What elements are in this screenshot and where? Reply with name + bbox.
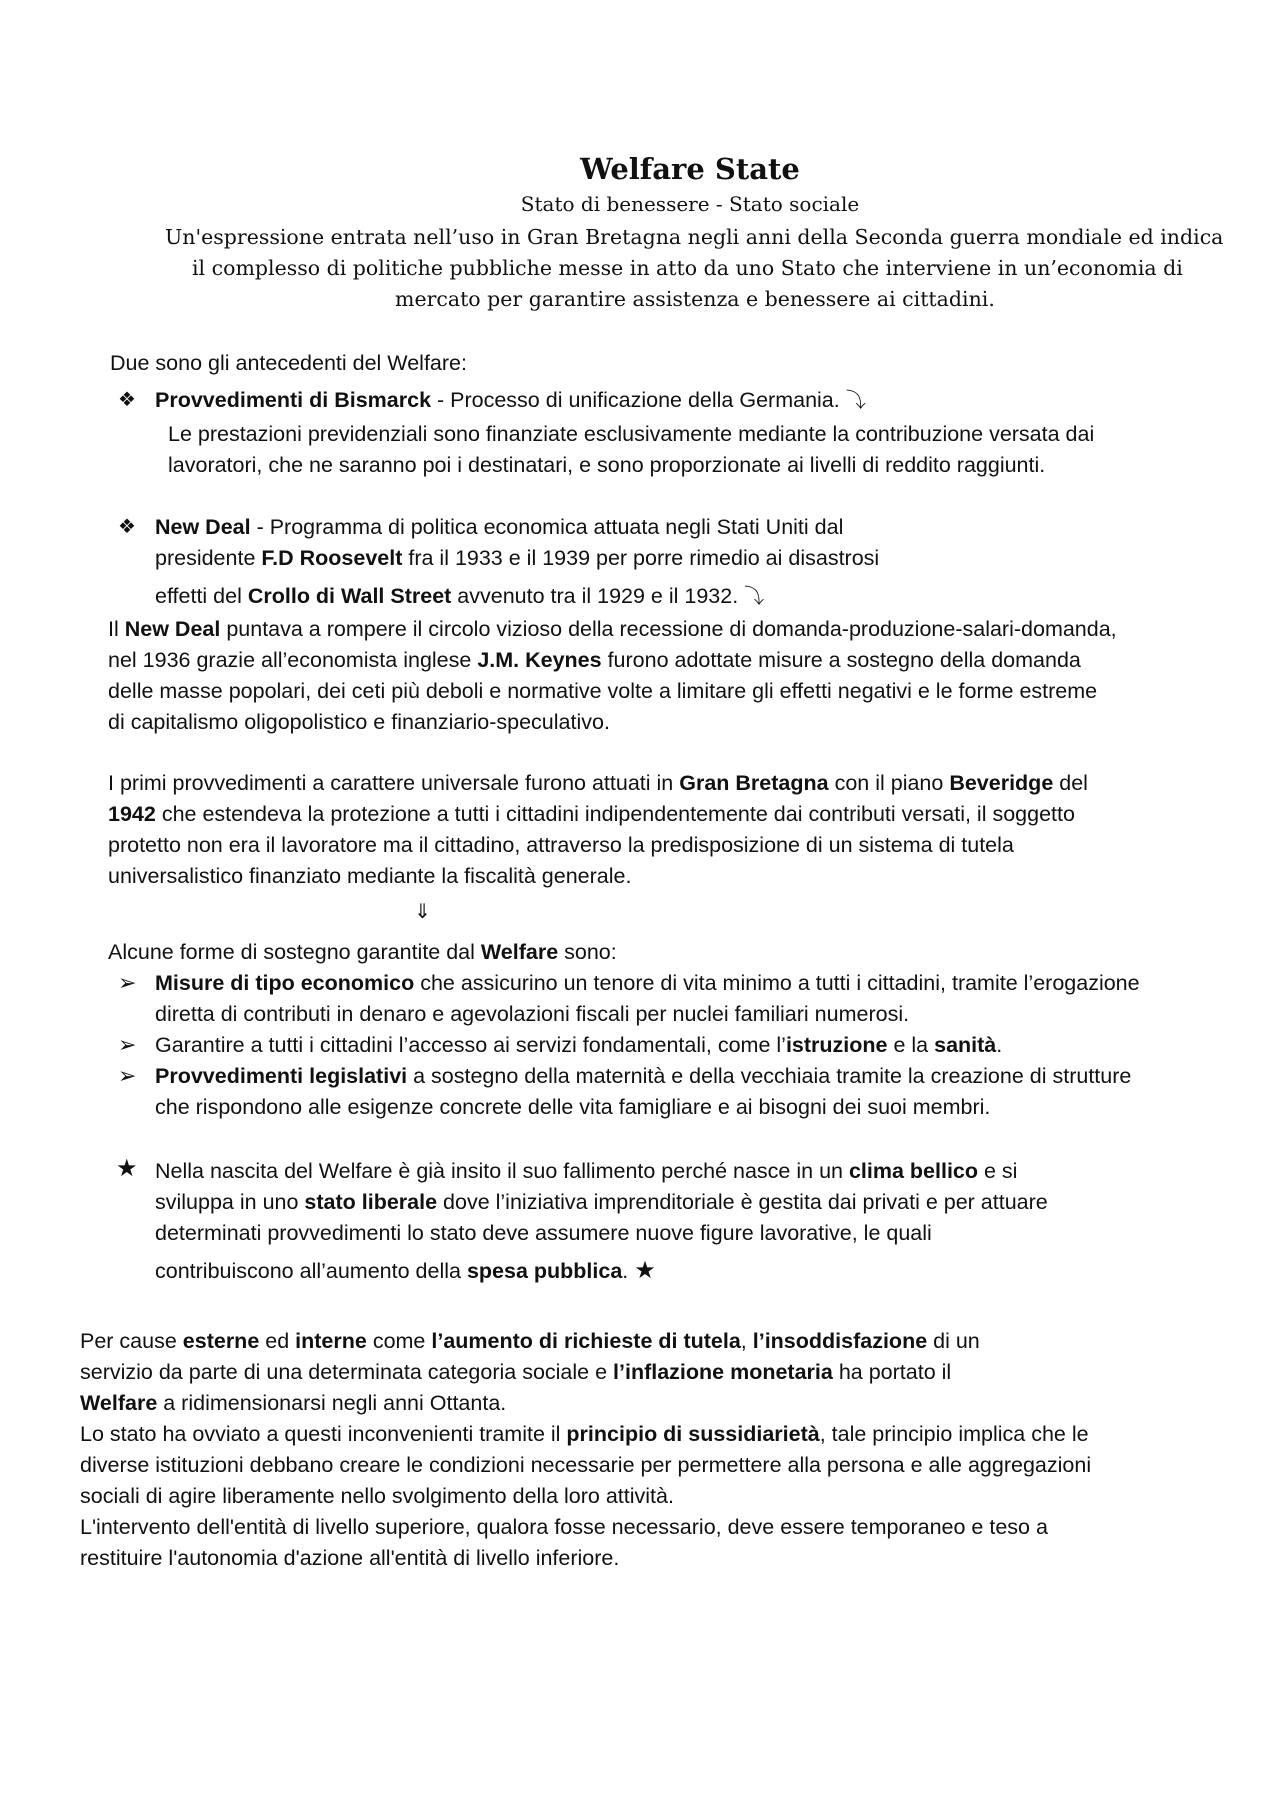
arrowhead-bullet-icon: ➢: [118, 970, 137, 995]
star-note-line-3: determinati provvedimenti lo stato deve assumere nuove figure lavorative, le quali: [155, 1221, 932, 1245]
beveridge-line-2: 1942 che estendeva la protezione a tutti i cittadini indipendentemente dai contributi versati, il soggetto: [108, 802, 1075, 826]
beveridge-line-4: universalistico finanziato mediante la fiscalità generale.: [108, 864, 632, 888]
newdeal-line-1: New Deal - Programma di politica economica attuata negli Stati Uniti dal: [155, 515, 844, 539]
newdeal-para-2: nel 1936 grazie all’economista inglese J.M. Keynes furono adottate misure a sostegno della domanda: [108, 648, 1081, 672]
bismarck-desc-2: lavoratori, che ne saranno poi i destinatari, e sono proporzionate ai livelli di reddito raggiunti.: [168, 453, 1046, 477]
arrowhead-bullet-icon: ➢: [118, 1032, 137, 1057]
forms-item-1: Misure di tipo economico che assicurino un tenore di vita minimo a tutti i cittadini, tramite l’erogazione: [155, 971, 1140, 995]
final-line-4: Lo stato ha ovviato a questi inconvenienti tramite il principio di sussidiarietà, tale principio implica che le: [80, 1422, 1089, 1446]
antecedents-intro: Due sono gli antecedenti del Welfare:: [110, 351, 467, 375]
intro-line-2: il complesso di politiche pubbliche messe in atto da uno Stato che interviene in un’economia di: [192, 256, 1183, 280]
curved-arrow-icon: ⤵: [845, 388, 866, 412]
newdeal-line-2: presidente F.D Roosevelt fra il 1933 e il 1939 per porre rimedio ai disastrosi: [155, 546, 880, 570]
down-arrow-icon: ⇓: [414, 899, 431, 923]
star-note-line-4: contribuiscono all’aumento della spesa pubblica. ★: [155, 1257, 656, 1284]
bismarck-heading: Provvedimenti di Bismarck - Processo di unificazione della Germania. ⤵: [155, 388, 866, 412]
final-line-1: Per cause esterne ed interne come l’aumento di richieste di tutela, l’insoddisfazione di un: [80, 1329, 980, 1353]
beveridge-line-3: protetto non era il lavoratore ma il cittadino, attraverso la predisposizione di un sistema di tutela: [108, 833, 1014, 857]
diamond-bullet-icon: ❖: [118, 516, 136, 538]
curved-arrow-icon: ⤵: [744, 584, 765, 608]
forms-intro: Alcune forme di sostegno garantite dal Welfare sono:: [108, 940, 617, 964]
newdeal-para-3: delle masse popolari, dei ceti più deboli e normative volte a limitare gli effetti negativi e le forme estreme: [108, 679, 1098, 703]
newdeal-para-1: Il New Deal puntava a rompere il circolo vizioso della recessione di domanda-produzione-salari-domanda,: [108, 617, 1117, 641]
forms-item-2: Garantire a tutti i cittadini l’accesso ai servizi fondamentali, come l’istruzione e la sanità.: [155, 1033, 1003, 1057]
final-line-2: servizio da parte di una determinata categoria sociale e l’inflazione monetaria ha portato il: [80, 1360, 952, 1384]
final-line-5: diverse istituzioni debbano creare le condizioni necessarie per permettere alla persona e alle aggregazioni: [80, 1453, 1092, 1477]
final-line-8: restituire l'autonomia d'azione all'entità di livello inferiore.: [80, 1546, 620, 1570]
page-subtitle: Stato di benessere - Stato sociale: [520, 192, 860, 216]
bismarck-desc-1: Le prestazioni previdenziali sono finanziate esclusivamente mediante la contribuzione versata dai: [168, 422, 1095, 446]
final-line-7: L'intervento dell'entità di livello superiore, qualora fosse necessario, deve essere temporaneo e teso a: [80, 1515, 1048, 1539]
intro-line-3: mercato per garantire assistenza e benessere ai cittadini.: [395, 287, 995, 311]
newdeal-line-3: effetti del Crollo di Wall Street avvenuto tra il 1929 e il 1932. ⤵: [155, 584, 765, 608]
forms-item-3-line-2: che rispondono alle esigenze concrete delle vita famigliare e ai bisogni dei suoi membri.: [155, 1095, 991, 1119]
beveridge-line-1: I primi provvedimenti a carattere universale furono attuati in Gran Bretagna con il piano Beveridge del: [108, 771, 1088, 795]
forms-item-3: Provvedimenti legislativi a sostegno della maternità e della vecchiaia tramite la creazione di strutture: [155, 1064, 1132, 1088]
final-line-3: Welfare a ridimensionarsi negli anni Ottanta.: [80, 1391, 507, 1415]
star-note-line-1: Nella nascita del Welfare è già insito il suo fallimento perché nasce in un clima bellico e si: [155, 1159, 1018, 1183]
intro-line-1: Un'espressione entrata nell’uso in Gran Bretagna negli anni della Seconda guerra mondiale ed indica: [165, 225, 1224, 249]
final-line-6: sociali di agire liberamente nello svolgimento della loro attività.: [80, 1484, 674, 1508]
star-icon: ★: [634, 1257, 656, 1284]
diamond-bullet-icon: ❖: [118, 389, 136, 411]
page-title: Welfare State: [580, 152, 800, 186]
newdeal-para-4: di capitalismo oligopolistico e finanziario-speculativo.: [108, 710, 610, 734]
star-icon: ★: [116, 1155, 138, 1182]
forms-item-1-line-2: diretta di contributi in denaro e agevolazioni fiscali per nuclei familiari numerosi.: [155, 1002, 910, 1026]
star-note-line-2: sviluppa in uno stato liberale dove l’iniziativa imprenditoriale è gestita dai privati e per attuare: [155, 1190, 1048, 1214]
arrowhead-bullet-icon: ➢: [118, 1063, 137, 1088]
